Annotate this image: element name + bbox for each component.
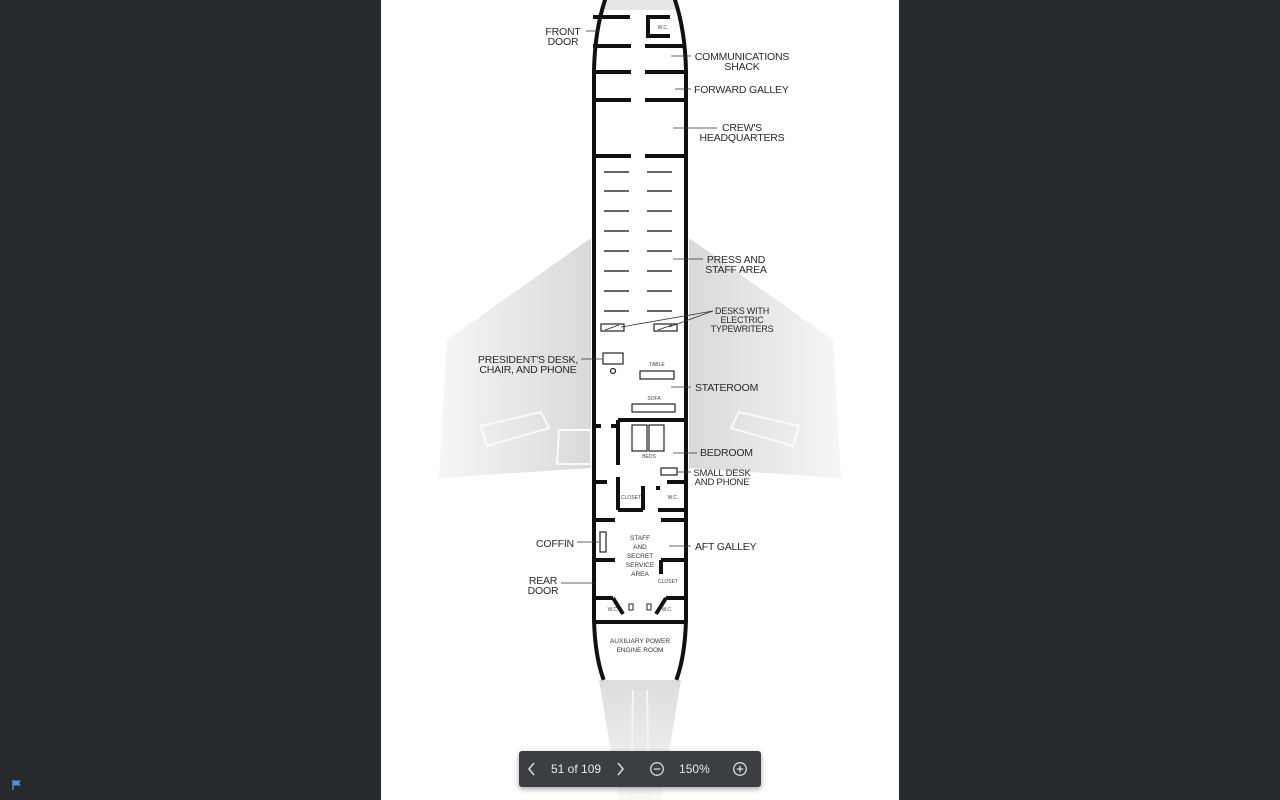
- svg-text:AREA: AREA: [631, 571, 649, 578]
- svg-text:PRESS AND: PRESS AND: [706, 254, 766, 266]
- label-presidents-desk: [478, 354, 578, 376]
- beds: [632, 425, 677, 475]
- label-closet-mid: CLOSET: [620, 495, 642, 501]
- svg-text:CREW'S: CREW'S: [722, 122, 762, 134]
- svg-text:CHAIR, AND PHONE: CHAIR, AND PHONE: [479, 364, 577, 376]
- document-page: [381, 0, 899, 800]
- label-stateroom: STATEROOM: [695, 382, 759, 394]
- svg-text:ENGINE ROOM: ENGINE ROOM: [616, 647, 664, 654]
- svg-text:PRESIDENT'S DESK,: PRESIDENT'S DESK,: [477, 354, 579, 366]
- svg-text:DOOR: DOOR: [527, 585, 559, 597]
- chevron-right-icon: [615, 762, 625, 776]
- typewriter-desks: [601, 324, 677, 331]
- press-seats: [604, 172, 672, 311]
- svg-text:DOOR: DOOR: [547, 36, 579, 48]
- svg-text:COMMUNICATIONS: COMMUNICATIONS: [694, 51, 790, 63]
- nose-cone: [603, 0, 677, 10]
- svg-text:SMALL DESK: SMALL DESK: [693, 468, 751, 479]
- svg-text:TYPEWRITERS: TYPEWRITERS: [710, 324, 774, 334]
- svg-text:AND PHONE: AND PHONE: [694, 477, 750, 488]
- label-sofa: SOFA: [647, 396, 661, 402]
- label-wc-mid: W.C.: [667, 495, 679, 501]
- label-crews-headquarters: [700, 122, 785, 144]
- svg-text:STAFF AREA: STAFF AREA: [705, 264, 767, 276]
- svg-text:SERVICE: SERVICE: [625, 562, 655, 569]
- previous-page-button[interactable]: [520, 757, 544, 781]
- label-rear-door: [528, 575, 559, 597]
- svg-text:AND: AND: [633, 544, 647, 551]
- aft-wc-markers: [629, 604, 651, 610]
- label-beds: BEDS: [642, 454, 656, 460]
- page-indicator: 51 of 109: [551, 762, 602, 776]
- next-page-button[interactable]: [608, 757, 632, 781]
- label-forward-galley: FORWARD GALLEY: [694, 84, 789, 96]
- label-communications-shack: [695, 51, 790, 73]
- label-wc-front: W.C.: [657, 25, 669, 31]
- svg-text:HEADQUARTERS: HEADQUARTERS: [699, 132, 785, 144]
- label-wc-aft-right: W.C.: [661, 607, 673, 613]
- label-bedroom: BEDROOM: [700, 447, 753, 459]
- svg-text:STAFF: STAFF: [629, 535, 651, 542]
- report-flag-button[interactable]: [10, 778, 24, 792]
- label-staff-secret-service: [626, 535, 655, 578]
- flag-icon: [11, 779, 23, 791]
- svg-text:FRONT: FRONT: [545, 26, 581, 38]
- chevron-left-icon: [527, 762, 537, 776]
- zoom-out-button[interactable]: [645, 757, 669, 781]
- zoom-in-icon: [732, 761, 748, 777]
- label-table: TABLE: [649, 362, 665, 368]
- label-press-staff-area: [705, 254, 767, 276]
- zoom-in-button[interactable]: [728, 757, 752, 781]
- coffin-shape: [600, 532, 606, 552]
- svg-text:SHACK: SHACK: [724, 61, 760, 73]
- svg-text:SECRET: SECRET: [626, 553, 654, 560]
- svg-text:ELECTRIC: ELECTRIC: [720, 315, 764, 325]
- label-front-door: [545, 26, 581, 48]
- label-small-desk: [693, 468, 751, 488]
- viewer-toolbar: [519, 751, 761, 787]
- svg-text:DESKS WITH: DESKS WITH: [714, 306, 770, 316]
- zoom-level: 150%: [679, 762, 710, 776]
- svg-text:AUXILIARY POWER: AUXILIARY POWER: [609, 638, 671, 645]
- label-aft-galley: AFT GALLEY: [695, 541, 757, 553]
- zoom-out-icon: [649, 761, 665, 777]
- label-auxiliary-power: [610, 638, 670, 654]
- label-closet-aft: CLOSET: [657, 579, 679, 585]
- label-wc-aft-left: W.C.: [607, 607, 619, 613]
- label-coffin: COFFIN: [536, 538, 574, 550]
- svg-text:REAR: REAR: [528, 575, 558, 587]
- air-force-one-floor-plan: [381, 0, 899, 800]
